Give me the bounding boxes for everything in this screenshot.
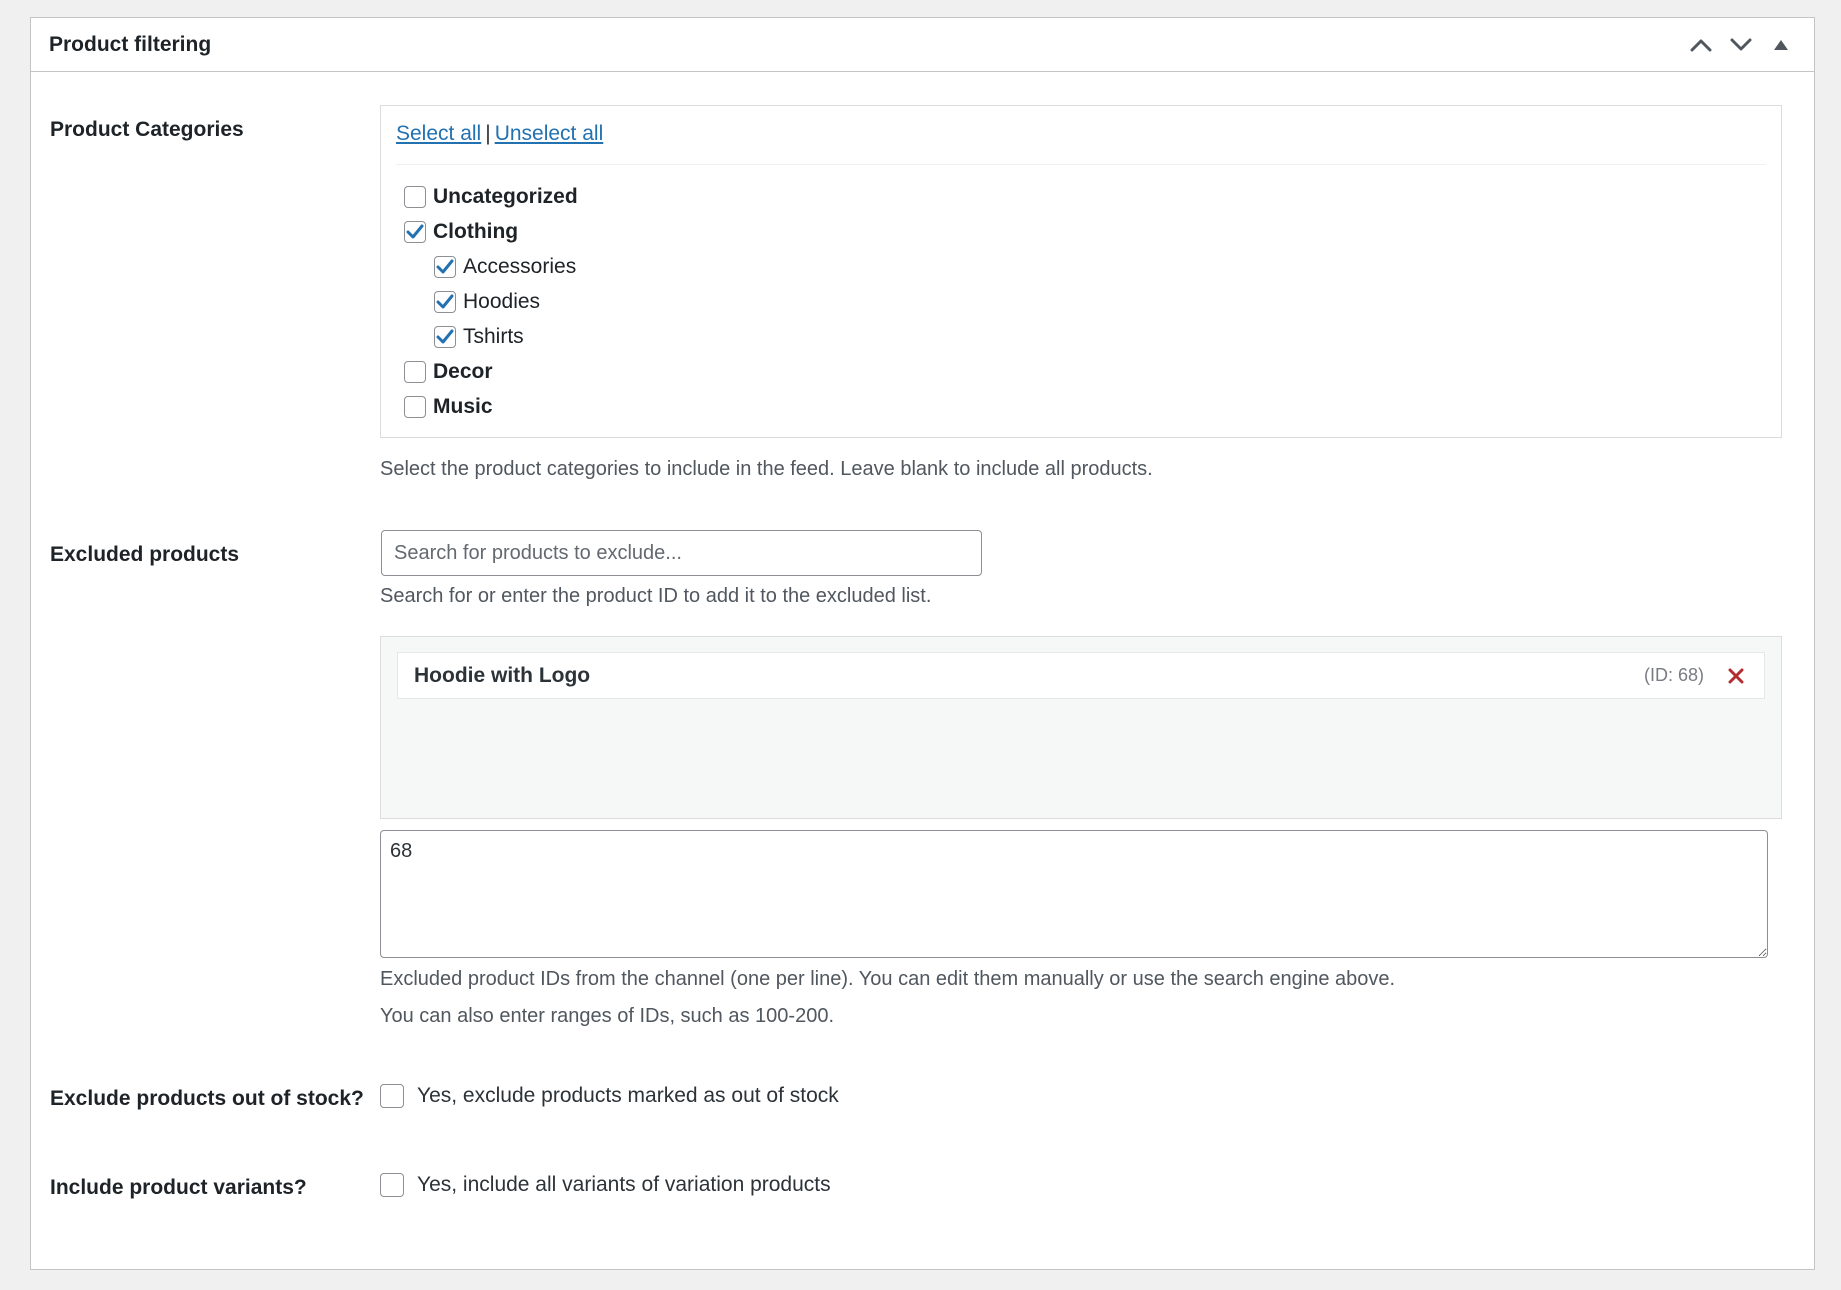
variants-checkbox[interactable]: [380, 1173, 404, 1197]
category-name: Accessories: [463, 254, 577, 278]
chevron-up-icon: [1690, 38, 1712, 52]
category-item[interactable]: [404, 214, 578, 249]
checkmark-icon: [436, 329, 454, 345]
category-checkbox[interactable]: [404, 186, 426, 208]
categories-select-links: [396, 122, 603, 146]
category-checkbox[interactable]: [434, 291, 456, 313]
excluded-product-name: Hoodie with Logo: [414, 663, 591, 687]
out-of-stock-option-label: Yes, exclude products marked as out of stock: [417, 1084, 839, 1107]
product-filtering-panel: [30, 17, 1815, 1270]
out-of-stock-option[interactable]: [380, 1084, 839, 1108]
categories-label: Product Categories: [50, 118, 244, 141]
category-checkbox[interactable]: [404, 396, 426, 418]
excluded-ids-description-2: You can also enter ranges of IDs, such as 100-200.: [380, 1005, 834, 1027]
category-checkbox[interactable]: [404, 361, 426, 383]
panel-header: [31, 18, 1814, 72]
move-down-button[interactable]: [1726, 30, 1756, 60]
excluded-products-label: Excluded products: [50, 543, 240, 566]
category-checkbox[interactable]: [434, 256, 456, 278]
category-name: Tshirts: [463, 324, 524, 348]
category-item[interactable]: [404, 179, 578, 214]
select-all-link[interactable]: Select all: [396, 122, 482, 145]
toggle-panel-button[interactable]: [1766, 30, 1796, 60]
category-checkbox[interactable]: [404, 221, 426, 243]
category-name: Music: [433, 394, 493, 418]
categories-box: [380, 105, 1782, 438]
excluded-ids-textarea[interactable]: [380, 830, 1768, 958]
category-name: Clothing: [433, 219, 519, 243]
category-item[interactable]: [404, 389, 578, 424]
triangle-up-icon: [1774, 40, 1788, 50]
out-of-stock-checkbox[interactable]: [380, 1084, 404, 1108]
variants-option[interactable]: [380, 1173, 831, 1197]
category-name: Uncategorized: [433, 184, 578, 208]
exclude-search-description: Search for or enter the product ID to add it to the excluded list.: [380, 585, 932, 607]
category-item[interactable]: [404, 354, 578, 389]
excluded-product-id: (ID: 68): [1643, 665, 1704, 685]
category-item[interactable]: [404, 319, 578, 354]
category-name: Hoodies: [463, 289, 541, 313]
categories-list: [404, 179, 578, 424]
panel-header-actions: [1686, 30, 1796, 60]
excluded-products-box: [380, 636, 1782, 819]
checkmark-icon: [436, 294, 454, 310]
category-name: Decor: [433, 359, 493, 383]
excluded-ids-description-1: Excluded product IDs from the channel (one per line). You can edit them manually or use the search engine above.: [380, 968, 1396, 990]
panel-title: Product filtering: [49, 32, 212, 56]
category-checkbox[interactable]: [434, 326, 456, 348]
unselect-all-link[interactable]: Unselect all: [494, 122, 604, 145]
exclude-search-input[interactable]: [381, 530, 982, 576]
variants-label: Include product variants?: [50, 1176, 307, 1199]
checkmark-icon: [406, 224, 424, 240]
out-of-stock-label: Exclude products out of stock?: [50, 1087, 364, 1110]
link-separator: |: [485, 122, 491, 145]
excluded-product-item: [397, 652, 1765, 699]
checkmark-icon: [436, 259, 454, 275]
move-up-button[interactable]: [1686, 30, 1716, 60]
close-icon: [1728, 668, 1744, 684]
variants-option-label: Yes, include all variants of variation products: [417, 1173, 831, 1196]
category-item[interactable]: [404, 249, 578, 284]
categories-divider: [396, 164, 1766, 165]
remove-excluded-button[interactable]: [1724, 664, 1748, 688]
categories-description: Select the product categories to include in the feed. Leave blank to include all products.: [380, 458, 1153, 480]
chevron-down-icon: [1730, 38, 1752, 52]
category-item[interactable]: [404, 284, 578, 319]
